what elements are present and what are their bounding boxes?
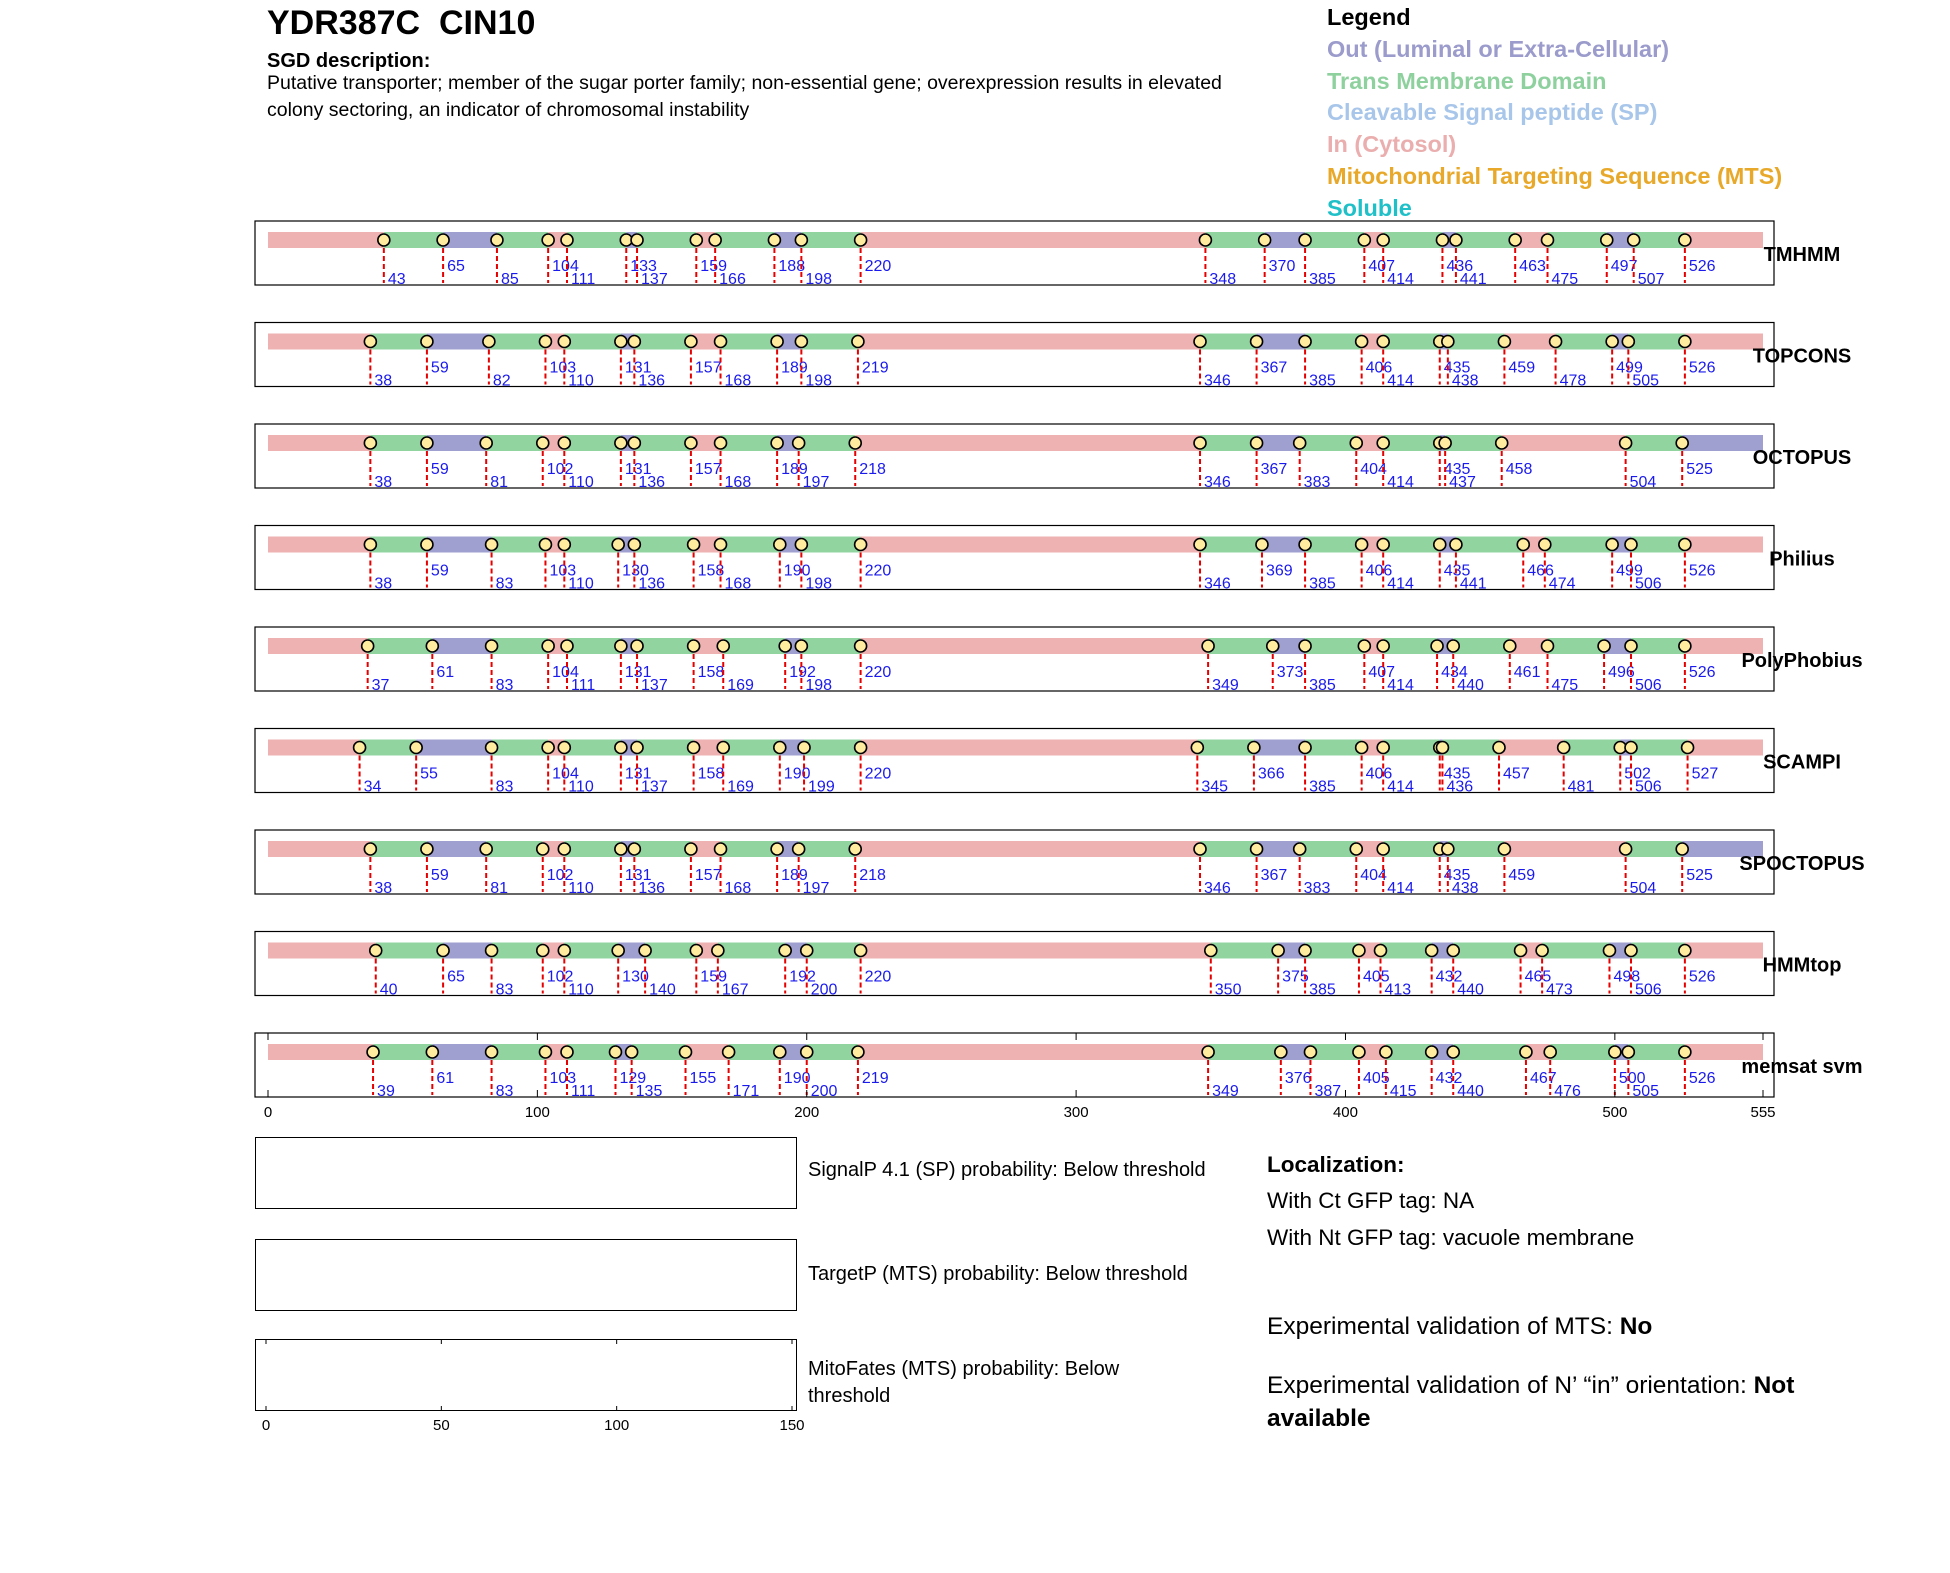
- boundary-label: 81: [490, 880, 508, 897]
- boundary-label: 466: [1527, 562, 1554, 580]
- boundary-label: 404: [1360, 461, 1387, 478]
- boundary-label: 168: [724, 474, 752, 491]
- boundary-label: 157: [694, 867, 722, 884]
- boundary-label: 459: [1508, 359, 1536, 377]
- boundary-label: 414: [1387, 271, 1414, 288]
- boundary-label: 111: [571, 1083, 596, 1100]
- legend-item-tm: Trans Membrane Domain: [1327, 67, 1607, 94]
- boundary-label: 131: [624, 867, 652, 884]
- boundary-label: 85: [500, 271, 519, 288]
- boundary-label: 438: [1451, 372, 1479, 390]
- boundary-label: 457: [1503, 765, 1530, 783]
- boundary-label: 197: [802, 880, 830, 897]
- track-name: SPOCTOPUS: [1739, 853, 1865, 875]
- boundary-label: 65: [447, 968, 465, 986]
- boundary-label: 441: [1459, 575, 1487, 593]
- boundary-label: 166: [719, 271, 746, 288]
- boundary-label: 168: [724, 575, 752, 593]
- boundary-label: 137: [641, 778, 668, 796]
- boundary-label: 406: [1365, 359, 1393, 377]
- boundary-label: 525: [1686, 867, 1713, 884]
- boundary-label: 59: [430, 461, 449, 478]
- mitofates-probability-label: MitoFates (MTS) probability: Below threshold: [808, 1358, 1120, 1407]
- boundary-label: 198: [805, 677, 833, 694]
- localization-title: Localization:: [1267, 1152, 1405, 1177]
- localization-ct: With Ct GFP tag: NA: [1267, 1188, 1475, 1213]
- boundary-label: 37: [371, 677, 390, 694]
- mts-validation-label: Experimental validation of MTS:: [1267, 1313, 1620, 1340]
- boundary-label: 405: [1362, 1070, 1390, 1087]
- boundary-label: 131: [624, 765, 652, 783]
- boundary-label: 197: [802, 474, 830, 491]
- boundary-label: 130: [622, 562, 649, 580]
- boundary-label: 526: [1688, 968, 1716, 986]
- boundary-label: 435: [1443, 867, 1471, 884]
- boundary-label: 159: [700, 968, 728, 986]
- boundary-label: 525: [1686, 461, 1713, 478]
- boundary-label: 498: [1613, 968, 1641, 986]
- boundary-label: 157: [694, 359, 722, 377]
- boundary-label: 59: [430, 562, 449, 580]
- boundary-label: 414: [1387, 372, 1414, 390]
- track-name: HMMtop: [1762, 954, 1842, 977]
- boundary-label: 65: [447, 258, 465, 275]
- boundary-label: 102: [546, 867, 574, 884]
- boundary-label: 110: [568, 981, 594, 999]
- boundary-label: 219: [861, 359, 889, 377]
- axis-tick-label: 500: [1602, 1104, 1628, 1121]
- legend-item-out: Out (Luminal or Extra-Cellular): [1327, 35, 1670, 62]
- boundary-label: 189: [781, 461, 808, 478]
- boundary-label: 407: [1368, 258, 1396, 275]
- boundary-label: 385: [1309, 575, 1336, 593]
- orientation-validation: [1267, 1369, 1827, 1435]
- boundary-label: 465: [1524, 968, 1552, 986]
- boundary-label: 367: [1260, 359, 1288, 377]
- mts-validation-value: No: [1619, 1313, 1653, 1340]
- boundary-label: 432: [1435, 968, 1463, 986]
- boundary-label: 131: [624, 664, 652, 681]
- boundary-label: 135: [635, 1083, 663, 1100]
- boundary-label: 414: [1387, 778, 1414, 796]
- boundary-label: 526: [1688, 359, 1716, 377]
- boundary-label: 192: [789, 968, 816, 986]
- boundary-label: 349: [1212, 677, 1239, 694]
- boundary-label: 496: [1608, 664, 1635, 681]
- boundary-label: 38: [374, 880, 393, 897]
- boundary-label: 505: [1632, 372, 1660, 390]
- boundary-label: 199: [808, 778, 835, 796]
- boundary-label: 414: [1387, 575, 1414, 593]
- boundary-label: 437: [1449, 474, 1476, 491]
- boundary-label: 385: [1309, 981, 1336, 999]
- boundary-label: 373: [1276, 664, 1304, 681]
- boundary-label: 133: [630, 258, 657, 275]
- boundary-label: 102: [546, 461, 574, 478]
- boundary-label: 459: [1508, 867, 1536, 884]
- boundary-label: 467: [1529, 1070, 1557, 1087]
- boundary-label: 507: [1637, 271, 1665, 288]
- boundary-label: 526: [1688, 1070, 1716, 1087]
- boundary-label: 438: [1451, 880, 1479, 897]
- boundary-label: 110: [568, 474, 594, 491]
- boundary-label: 499: [1616, 562, 1643, 580]
- boundary-label: 131: [624, 461, 652, 478]
- boundary-label: 38: [374, 474, 393, 491]
- boundary-label: 406: [1365, 765, 1393, 783]
- boundary-label: 526: [1688, 562, 1716, 580]
- targetp-probability-label: TargetP (MTS) probability: Below threshold: [808, 1263, 1188, 1285]
- boundary-label: 478: [1559, 372, 1587, 390]
- boundary-label: 434: [1441, 664, 1468, 681]
- boundary-label: 435: [1443, 765, 1471, 783]
- boundary-label: 220: [864, 664, 892, 681]
- boundary-label: 350: [1214, 981, 1242, 999]
- track-name: Philius: [1769, 548, 1835, 571]
- track-name: TMHMM: [1763, 244, 1841, 266]
- boundary-label: 497: [1610, 258, 1638, 275]
- boundary-label: 475: [1551, 271, 1579, 288]
- boundary-label: 198: [805, 575, 833, 593]
- sgd-description-label: SGD description:: [267, 50, 431, 72]
- boundary-label: 104: [552, 664, 579, 681]
- boundary-label: 218: [859, 867, 886, 884]
- boundary-label: 527: [1691, 765, 1719, 783]
- boundary-label: 61: [436, 1070, 455, 1087]
- track-name: TOPCONS: [1752, 345, 1852, 368]
- prob-axis-tick-label: 150: [779, 1417, 805, 1434]
- legend-item-sp: Cleavable Signal peptide (SP): [1327, 99, 1658, 126]
- boundary-label: 55: [420, 765, 438, 783]
- boundary-label: 158: [697, 562, 725, 580]
- boundary-label: 130: [622, 968, 649, 986]
- boundary-label: 385: [1309, 372, 1336, 390]
- boundary-label: 474: [1548, 575, 1576, 593]
- boundary-label: 220: [864, 968, 892, 986]
- axis-tick-label: 100: [524, 1104, 550, 1121]
- boundary-label: 476: [1554, 1083, 1581, 1100]
- boundary-label: 136: [638, 474, 666, 491]
- boundary-label: 406: [1365, 562, 1393, 580]
- boundary-label: 405: [1362, 968, 1390, 986]
- boundary-label: 346: [1204, 474, 1231, 491]
- boundary-label: 189: [781, 359, 808, 377]
- boundary-label: 376: [1284, 1070, 1312, 1087]
- boundary-label: 432: [1435, 1070, 1463, 1087]
- boundary-label: 499: [1616, 359, 1643, 377]
- boundary-label: 171: [732, 1083, 760, 1100]
- signalp-probability-label: SignalP 4.1 (SP) probability: Below threshold: [808, 1159, 1206, 1181]
- boundary-label: 111: [571, 271, 596, 288]
- boundary-label: 440: [1457, 1083, 1484, 1100]
- boundary-label: 61: [436, 664, 455, 681]
- axis-tick-label: 200: [794, 1104, 820, 1121]
- boundary-label: 387: [1314, 1083, 1342, 1100]
- boundary-label: 103: [549, 1070, 577, 1087]
- boundary-label: 82: [492, 372, 511, 390]
- boundary-label: 348: [1209, 271, 1237, 288]
- boundary-label: 458: [1505, 461, 1533, 478]
- boundary-label: 414: [1387, 474, 1414, 491]
- boundary-label: 43: [387, 271, 406, 288]
- boundary-label: 473: [1546, 981, 1573, 999]
- localization: [1267, 1148, 1634, 1256]
- boundary-label: 370: [1268, 258, 1296, 275]
- boundary-label: 103: [549, 562, 577, 580]
- boundary-label: 102: [546, 968, 574, 986]
- axis-tick-label: 300: [1063, 1104, 1089, 1121]
- prob-axis-tick-label: 0: [261, 1417, 271, 1434]
- boundary-label: 136: [638, 880, 666, 897]
- boundary-label: 440: [1457, 677, 1484, 694]
- boundary-label: 435: [1443, 359, 1471, 377]
- boundary-label: 136: [638, 372, 666, 390]
- boundary-label: 506: [1635, 981, 1662, 999]
- boundary-label: 349: [1212, 1083, 1239, 1100]
- boundary-label: 39: [377, 1083, 395, 1100]
- boundary-label: 441: [1459, 271, 1487, 288]
- boundary-label: 83: [495, 1083, 514, 1100]
- track-name: memsat svm: [1741, 1056, 1863, 1078]
- boundary-label: 218: [859, 461, 886, 478]
- boundary-label: 375: [1282, 968, 1309, 986]
- boundary-label: 346: [1204, 880, 1231, 897]
- gene-name: CIN10: [438, 4, 536, 42]
- boundary-label: 131: [624, 359, 652, 377]
- boundary-label: 155: [689, 1070, 717, 1087]
- prob-axis-tick-label: 100: [604, 1417, 630, 1434]
- boundary-label: 136: [638, 575, 666, 593]
- legend-item-mts: Mitochondrial Targeting Sequence (MTS): [1327, 162, 1783, 189]
- boundary-label: 367: [1260, 461, 1288, 478]
- boundary-label: 413: [1384, 981, 1412, 999]
- boundary-label: 157: [694, 461, 722, 478]
- boundary-label: 345: [1201, 778, 1229, 796]
- mts-validation: [1267, 1310, 1827, 1343]
- boundary-label: 137: [641, 677, 668, 694]
- boundary-label: 192: [789, 664, 816, 681]
- boundary-label: 40: [379, 981, 398, 999]
- boundary-label: 366: [1257, 765, 1285, 783]
- boundary-label: 435: [1443, 461, 1471, 478]
- boundary-label: 383: [1303, 474, 1331, 491]
- boundary-label: 83: [495, 677, 514, 694]
- boundary-label: 110: [568, 880, 594, 897]
- boundary-label: 140: [649, 981, 676, 999]
- legend-item-in: In (Cytosol): [1327, 131, 1457, 158]
- boundary-label: 436: [1446, 258, 1474, 275]
- boundary-label: 104: [552, 258, 579, 275]
- boundary-label: 129: [619, 1070, 647, 1087]
- orientation-validation-value: Not available: [1267, 1372, 1795, 1432]
- boundary-label: 169: [727, 677, 754, 694]
- boundary-label: 168: [724, 372, 752, 390]
- track-name: PolyPhobius: [1741, 650, 1863, 672]
- boundary-label: 481: [1567, 778, 1595, 796]
- boundary-label: 463: [1519, 258, 1546, 275]
- boundary-label: 367: [1260, 867, 1288, 884]
- localization-nt: With Nt GFP tag: vacuole membrane: [1267, 1225, 1635, 1250]
- boundary-label: 526: [1688, 258, 1716, 275]
- boundary-label: 506: [1635, 575, 1662, 593]
- boundary-label: 167: [721, 981, 749, 999]
- boundary-label: 169: [727, 778, 754, 796]
- orientation-validation-label: Experimental validation of N’ “in” orientation:: [1267, 1372, 1754, 1399]
- boundary-label: 436: [1446, 778, 1474, 796]
- boundary-label: 190: [783, 765, 811, 783]
- gene-id: YDR387C: [267, 4, 421, 42]
- boundary-label: 158: [697, 765, 725, 783]
- boundary-label: 219: [861, 1070, 889, 1087]
- boundary-label: 189: [781, 867, 808, 884]
- boundary-label: 59: [430, 359, 449, 377]
- boundary-label: 110: [568, 778, 594, 796]
- boundary-label: 220: [864, 258, 892, 275]
- boundary-label: 190: [783, 562, 811, 580]
- boundary-label: 415: [1389, 1083, 1417, 1100]
- boundary-label: 111: [571, 677, 596, 694]
- boundary-label: 81: [490, 474, 508, 491]
- boundary-label: 506: [1635, 778, 1662, 796]
- boundary-label: 414: [1387, 880, 1414, 897]
- boundary-label: 188: [778, 258, 806, 275]
- boundary-label: 168: [724, 880, 752, 897]
- boundary-label: 369: [1265, 562, 1293, 580]
- boundary-label: 159: [700, 258, 728, 275]
- boundary-label: 200: [810, 1083, 838, 1100]
- boundary-label: 200: [810, 981, 838, 999]
- boundary-label: 346: [1204, 575, 1231, 593]
- boundary-label: 110: [568, 372, 594, 390]
- boundary-label: 83: [495, 981, 514, 999]
- boundary-label: 198: [805, 372, 833, 390]
- track-name: OCTOPUS: [1752, 447, 1852, 469]
- boundary-label: 435: [1443, 562, 1471, 580]
- boundary-label: 220: [864, 765, 892, 783]
- prob-axis-tick-label: 50: [432, 1417, 450, 1434]
- boundary-label: 385: [1309, 677, 1336, 694]
- boundary-label: 440: [1457, 981, 1484, 999]
- boundary-label: 103: [549, 359, 577, 377]
- boundary-label: 504: [1629, 880, 1657, 897]
- boundary-label: 404: [1360, 867, 1387, 884]
- boundary-label: 104: [552, 765, 579, 783]
- boundary-label: 59: [430, 867, 449, 884]
- boundary-label: 158: [697, 664, 725, 681]
- boundary-label: 83: [495, 575, 514, 593]
- boundary-label: 190: [783, 1070, 811, 1087]
- boundary-label: 110: [568, 575, 594, 593]
- boundary-label: 385: [1309, 271, 1336, 288]
- boundary-label: 385: [1309, 778, 1336, 796]
- boundary-label: 506: [1635, 677, 1662, 694]
- boundary-label: 38: [374, 372, 393, 390]
- boundary-label: 346: [1204, 372, 1231, 390]
- boundary-label: 38: [374, 575, 393, 593]
- axis-tick-label: 555: [1750, 1104, 1776, 1121]
- legend-title: Legend: [1327, 4, 1411, 30]
- boundary-label: 407: [1368, 664, 1396, 681]
- track-name: SCAMPI: [1763, 751, 1841, 774]
- boundary-label: 504: [1629, 474, 1657, 491]
- boundary-label: 137: [641, 271, 668, 288]
- boundary-label: 198: [805, 271, 833, 288]
- boundary-label: 502: [1624, 765, 1651, 783]
- axis-tick-label: 0: [263, 1104, 273, 1121]
- boundary-label: 505: [1632, 1083, 1660, 1100]
- boundary-label: 500: [1618, 1070, 1646, 1087]
- boundary-label: 34: [363, 778, 382, 796]
- legend-item-soluble: Soluble: [1327, 194, 1412, 221]
- boundary-label: 461: [1513, 664, 1541, 681]
- boundary-label: 83: [495, 778, 514, 796]
- boundary-label: 526: [1688, 664, 1716, 681]
- sgd-description-text: Putative transporter; member of the sugar porter family; non-essential gene; overexpression results in elevated colony sectoring, an indicator of chromosomal instability: [267, 72, 1222, 121]
- boundary-label: 475: [1551, 677, 1579, 694]
- boundary-label: 220: [864, 562, 892, 580]
- axis-tick-label: 400: [1332, 1104, 1358, 1121]
- boundary-label: 414: [1387, 677, 1414, 694]
- boundary-label: 383: [1303, 880, 1331, 897]
